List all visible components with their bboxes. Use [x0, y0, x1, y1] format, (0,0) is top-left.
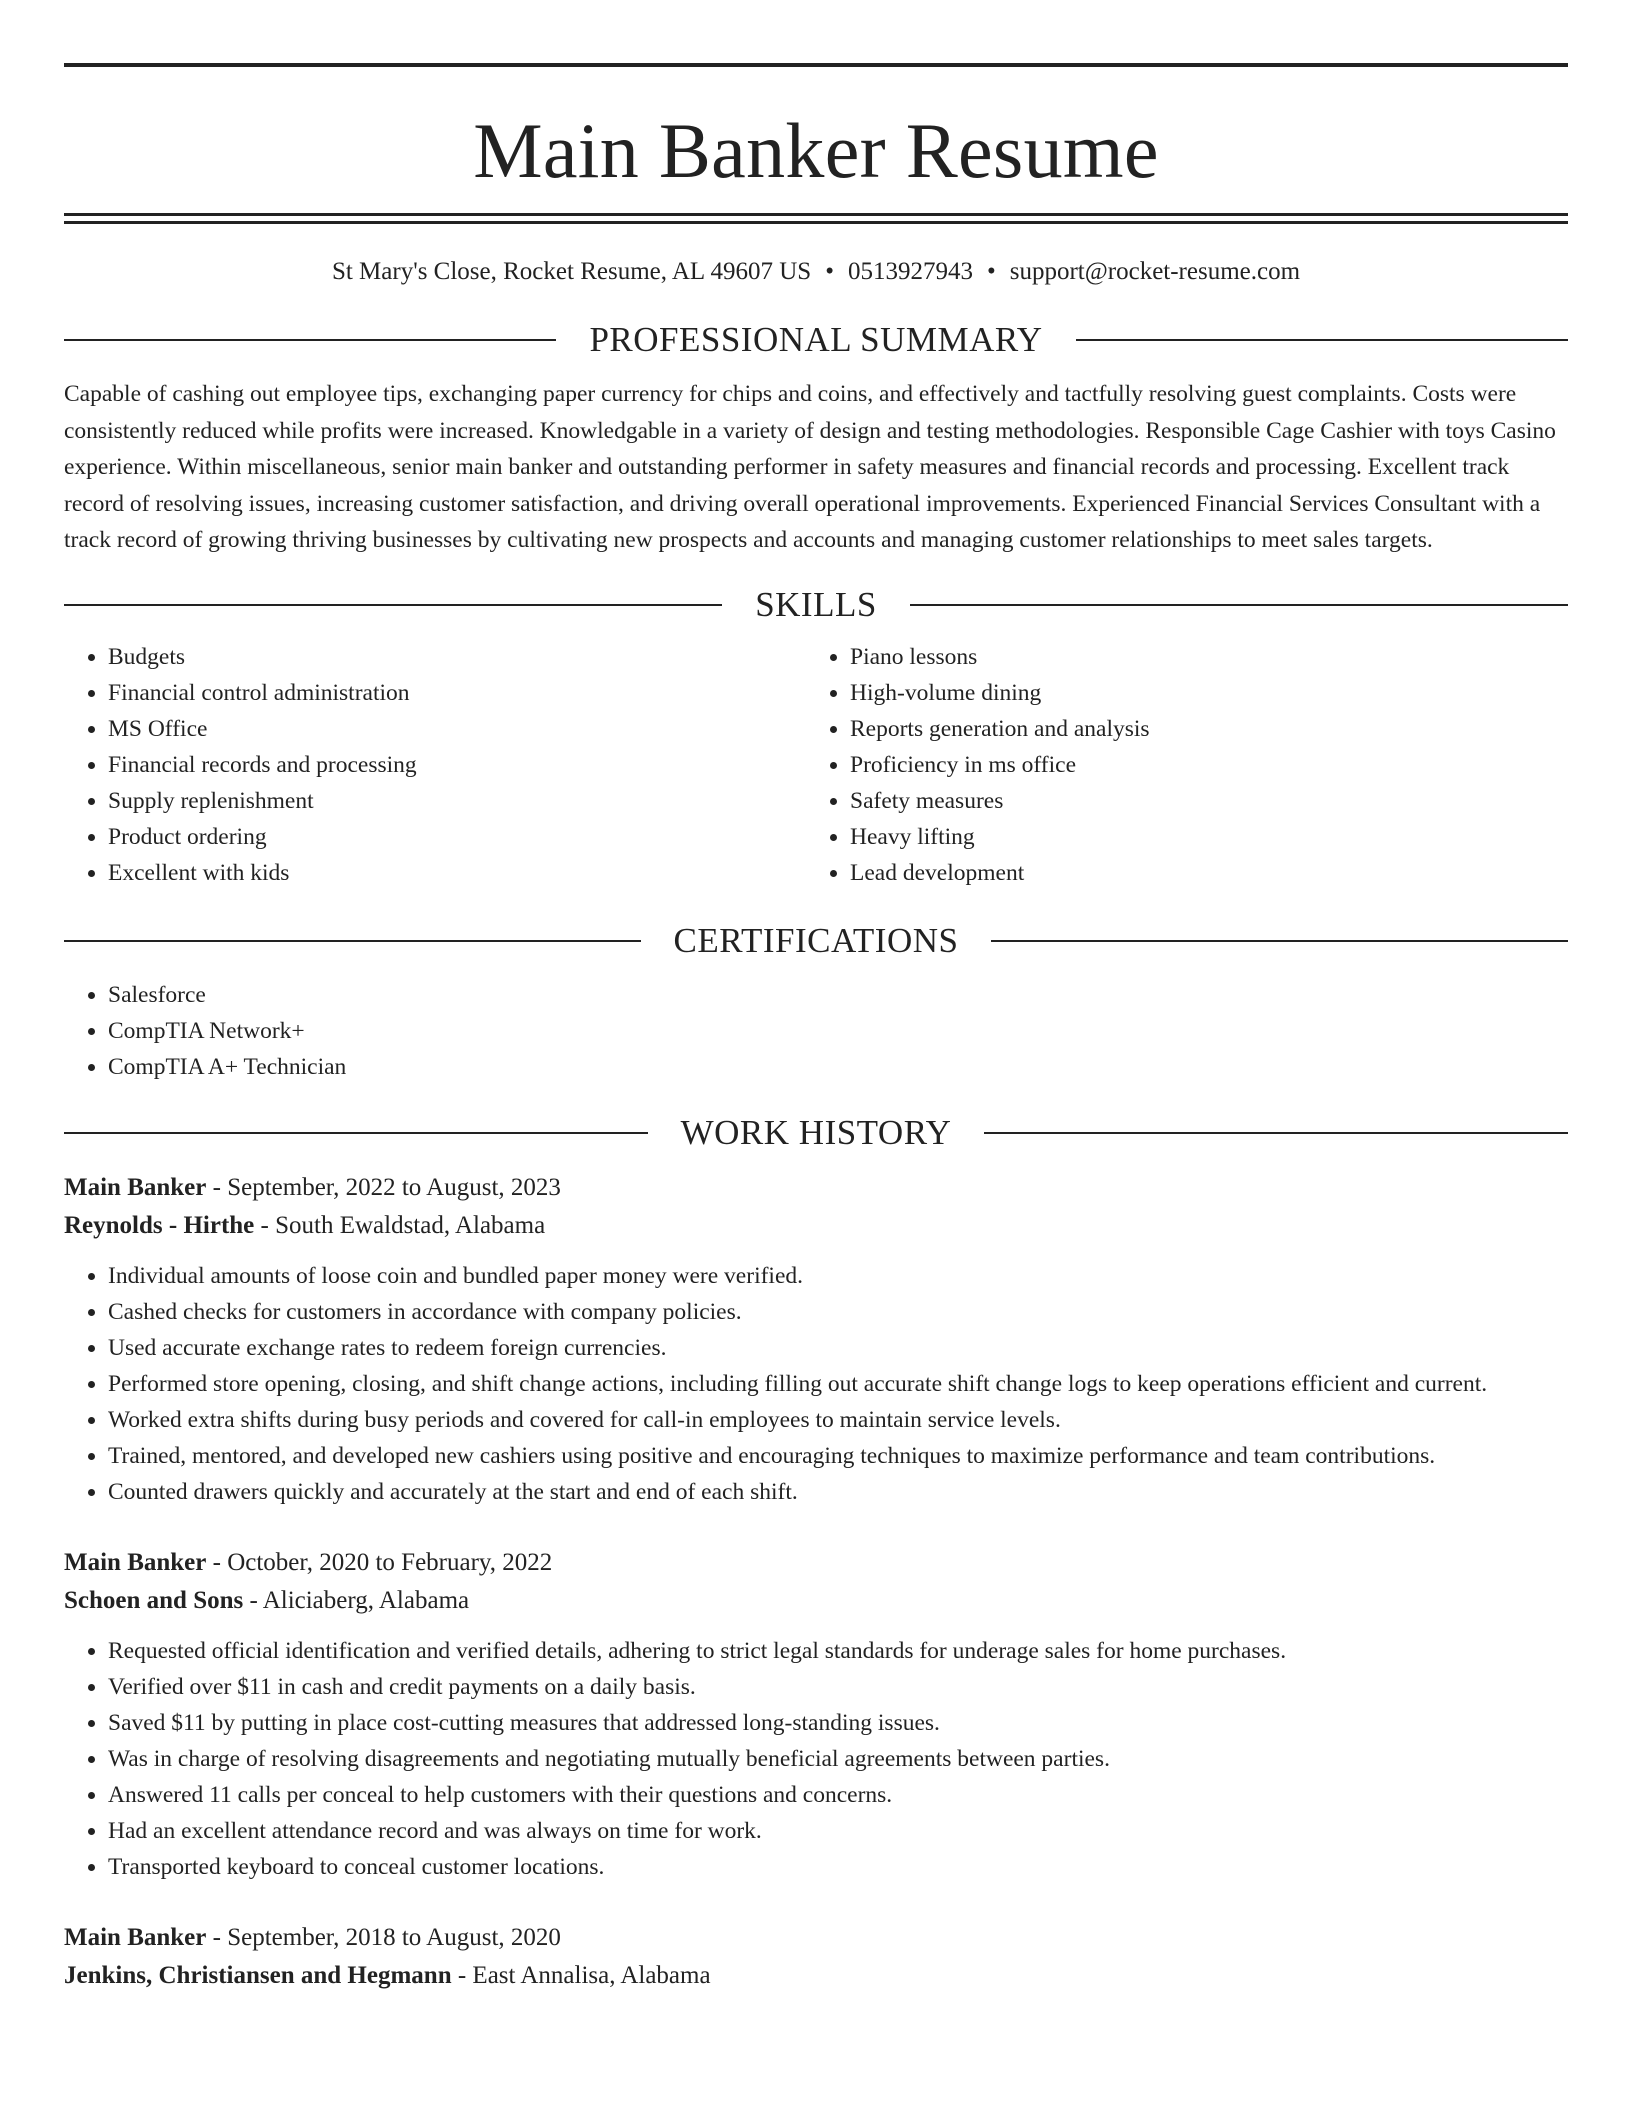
- job-title-line: [64, 1169, 1568, 1207]
- heading-rule-left: [64, 604, 722, 606]
- job-bullet: • Performed store opening, closing, and shift change actions, including filling out accurate shift change logs to keep operations efficient and current.: [108, 1366, 1568, 1402]
- skill-item: • Safety measures: [850, 783, 1548, 819]
- job-bullet: • Used accurate exchange rates to redeem foreign currencies.: [108, 1330, 1568, 1366]
- job-company-line: [64, 1582, 1568, 1620]
- skills-columns: [64, 639, 1568, 891]
- job-bullet: • Had an excellent attendance record and was always on time for work.: [108, 1813, 1568, 1849]
- job-bullet-list: [64, 1258, 1568, 1510]
- heading-rule-right: [910, 604, 1568, 606]
- resume-page: [64, 0, 1568, 1995]
- job-bullet: • Saved $11 by putting in place cost-cutting measures that addressed long-standing issues.: [108, 1705, 1568, 1741]
- heading-rule-left: [64, 940, 641, 942]
- job-title-line: [64, 1919, 1568, 1957]
- job-bullet: • Worked extra shifts during busy periods and covered for call-in employees to maintain service levels.: [108, 1402, 1568, 1438]
- skill-item: • Financial records and processing: [108, 747, 806, 783]
- contact-email: support@rocket-resume.com: [1009, 258, 1301, 285]
- title-double-rule: [64, 213, 1568, 224]
- job-title: Main Banker: [64, 1173, 207, 1201]
- skill-item: • Lead development: [850, 855, 1548, 891]
- work-history-heading: [64, 1111, 1568, 1155]
- contact-phone: 0513927943: [847, 258, 973, 285]
- certification-item: • CompTIA Network+: [108, 1013, 1568, 1049]
- work-history-jobs: [64, 1169, 1568, 1995]
- job-company-line: [64, 1207, 1568, 1245]
- certification-item: • CompTIA A+ Technician: [108, 1049, 1568, 1085]
- job-dates: - October, 2020 to February, 2022: [206, 1548, 553, 1576]
- job-title: Main Banker: [64, 1923, 207, 1951]
- contact-separator: •: [986, 258, 996, 285]
- contact-separator: •: [825, 258, 834, 285]
- job-bullet: • Individual amounts of loose coin and bundled paper money were verified.: [108, 1258, 1568, 1294]
- job-bullet: • Transported keyboard to conceal customer locations.: [108, 1849, 1568, 1885]
- job-company: Schoen and Sons: [64, 1586, 244, 1614]
- summary-heading: [64, 318, 1568, 362]
- job-company: Reynolds - Hirthe: [64, 1211, 255, 1239]
- job-bullet: • Verified over $11 in cash and credit payments on a daily basis.: [108, 1669, 1568, 1705]
- skill-item: • Budgets: [108, 639, 806, 675]
- resume-title: Main Banker Resume: [473, 107, 1159, 194]
- heading-rule-left: [64, 1132, 648, 1134]
- certifications-heading-label: CERTIFICATIONS: [673, 920, 959, 960]
- top-rule: [64, 63, 1568, 67]
- job-entry: [64, 1544, 1568, 1885]
- job-location: - Aliciaberg, Alabama: [243, 1586, 470, 1614]
- work-history-heading-label: WORK HISTORY: [680, 1112, 952, 1152]
- skill-item: • Proficiency in ms office: [850, 747, 1548, 783]
- skills-list-left: [64, 639, 806, 891]
- certifications-heading: [64, 919, 1568, 963]
- certifications-list: [64, 977, 1568, 1085]
- heading-rule-right: [1076, 339, 1568, 341]
- summary-heading-label: PROFESSIONAL SUMMARY: [589, 320, 1043, 359]
- job-bullet: • Counted drawers quickly and accurately at the start and end of each shift.: [108, 1474, 1568, 1510]
- job-dates: - September, 2018 to August, 2020: [206, 1923, 561, 1951]
- skill-item: • Product ordering: [108, 819, 806, 855]
- job-title: Main Banker: [64, 1548, 207, 1576]
- skill-item: • Heavy lifting: [850, 819, 1548, 855]
- job-company-line: [64, 1957, 1568, 1995]
- skills-list-right: [806, 639, 1548, 891]
- job-bullet: • Was in charge of resolving disagreements and negotiating mutually beneficial agreements between parties.: [108, 1741, 1568, 1777]
- job-company: Jenkins, Christiansen and Hegmann: [64, 1961, 452, 1989]
- job-location: - South Ewaldstad, Alabama: [254, 1211, 546, 1239]
- job-bullet: • Requested official identification and verified details, adhering to strict legal standards for underage sales for home purchases.: [108, 1633, 1568, 1669]
- skills-heading: [64, 583, 1568, 627]
- contact-address: St Mary's Close, Rocket Resume, AL 49607 US: [331, 258, 812, 285]
- job-dates: - September, 2022 to August, 2023: [206, 1173, 561, 1201]
- job-bullet: • Trained, mentored, and developed new cashiers using positive and encouraging techniques to maximize performance and team contributions.: [108, 1438, 1568, 1474]
- skill-item: • High-volume dining: [850, 675, 1548, 711]
- skill-item: • Supply replenishment: [108, 783, 806, 819]
- job-location: - East Annalisa, Alabama: [451, 1961, 711, 1989]
- skill-item: • Excellent with kids: [108, 855, 806, 891]
- summary-text: Capable of cashing out employee tips, exchanging paper currency for chips and coins, and effectively and tactfully resolving guest complaints. Costs were consistently reduced while profits were increased. Knowledgable in a variety of design and testing methodologies. Responsible Cage Cashier with toys Casino experience. Within miscellaneous, senior main banker and outstanding performer in safety measures and financial records and processing. Excellent track record of resolving issues, increasing customer satisfaction, and driving overall operational improvements. Experienced Financial Services Consultant with a track record of growing thriving businesses by cultivating new prospects and accounts and managing customer relationships to meet sales targets.: [64, 381, 1556, 553]
- certification-item: • Salesforce: [108, 977, 1568, 1013]
- skills-heading-label: SKILLS: [755, 584, 877, 624]
- skill-item: • MS Office: [108, 711, 806, 747]
- job-entry: [64, 1169, 1568, 1510]
- job-title-line: [64, 1544, 1568, 1582]
- job-bullet-list: [64, 1633, 1568, 1885]
- heading-rule-right: [991, 940, 1568, 942]
- job-entry: [64, 1919, 1568, 1995]
- heading-rule-right: [984, 1132, 1568, 1134]
- job-bullet: • Answered 11 calls per conceal to help customers with their questions and concerns.: [108, 1777, 1568, 1813]
- heading-rule-left: [64, 339, 556, 341]
- job-bullet: • Cashed checks for customers in accordance with company policies.: [108, 1294, 1568, 1330]
- skills-column-left: [64, 639, 806, 891]
- contact-line: [64, 254, 1568, 290]
- skill-item: • Reports generation and analysis: [850, 711, 1548, 747]
- skill-item: • Piano lessons: [850, 639, 1548, 675]
- skills-column-right: [806, 639, 1548, 891]
- skill-item: • Financial control administration: [108, 675, 806, 711]
